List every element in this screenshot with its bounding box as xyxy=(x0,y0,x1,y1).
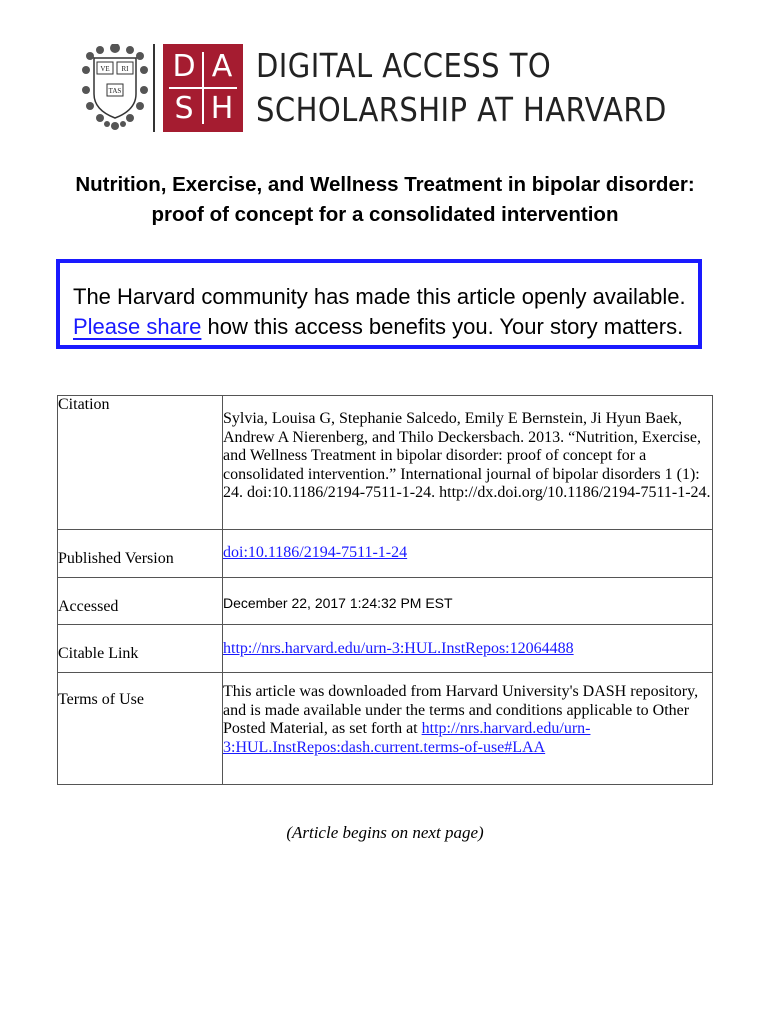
terms-of-use-value xyxy=(223,673,713,785)
citable-link[interactable]: http://nrs.harvard.edu/urn-3:HUL.InstRepos:12064488 xyxy=(223,640,574,657)
citation-value: Sylvia, Louisa G, Stephanie Salcedo, Emily E Bernstein, Ji Hyun Baek, Andrew A Nierenberg, and Thilo Deckersbach. 2013. “Nutrition, Exercise, and Wellness Treatment in bipolar disorder: proof of concept for a consolidated intervention.” International journal of bipolar disorders 1 (1): 24. doi:10.1186/2194-7511-1-24. http://dx.doi.org/10.1186/2194-7511-1-24. xyxy=(223,396,713,530)
table-row-citable-link xyxy=(58,625,713,673)
dash-letter-a: A xyxy=(211,49,233,84)
terms-of-use-text: This article was downloaded from Harvard University's DASH repository, and is made available under the terms and conditions applicable to Other Posted Material, as set forth at xyxy=(223,683,699,737)
article-begins-note: (Article begins on next page) xyxy=(286,823,484,842)
table-row-accessed xyxy=(58,578,713,625)
please-share-link[interactable]: Please share xyxy=(73,314,202,339)
share-line-2-text: how this access benefits you. Your story matters. xyxy=(201,314,684,339)
metadata-table xyxy=(57,395,713,785)
shield-text-ri: RI xyxy=(121,65,129,73)
brand-line-1: DIGITAL ACCESS TO xyxy=(256,46,552,85)
share-line-2 xyxy=(73,313,683,341)
published-version-link[interactable]: doi:10.1186/2194-7511-1-24 xyxy=(223,544,408,561)
brand-line-2: SCHOLARSHIP AT HARVARD xyxy=(256,90,667,129)
share-line-1: The Harvard community has made this article openly available. xyxy=(73,284,686,309)
accessed-label: Accessed xyxy=(58,578,223,625)
terms-of-use-label: Terms of Use xyxy=(58,673,223,785)
dash-box-horizontal-rule xyxy=(169,87,237,89)
share-callout xyxy=(56,259,702,349)
table-row-terms xyxy=(58,673,713,785)
citation-label: Citation xyxy=(58,396,223,530)
dash-letter-d: D xyxy=(172,49,196,84)
article-title xyxy=(40,170,730,230)
shield-text-tas: TAS xyxy=(108,87,122,95)
citable-link-label: Citable Link xyxy=(58,625,223,673)
shield-text-ve: VE xyxy=(100,65,110,73)
logo-divider xyxy=(153,44,155,132)
harvard-shield-icon xyxy=(80,44,150,130)
published-version-label: Published Version xyxy=(58,530,223,578)
dash-logo xyxy=(80,44,720,136)
dash-box xyxy=(163,44,243,132)
table-row-citation xyxy=(58,396,713,530)
dash-letter-s: S xyxy=(174,91,194,126)
table-row-published xyxy=(58,530,713,578)
terms-of-use-link[interactable]: http://nrs.harvard.edu/urn-3:HUL.InstRepos:dash.current.terms-of-use#LAA xyxy=(223,720,591,756)
article-title-line-1: Nutrition, Exercise, and Wellness Treatment in bipolar disorder: xyxy=(75,173,695,196)
dash-letter-h: H xyxy=(210,91,234,126)
article-title-line-2: proof of concept for a consolidated intervention xyxy=(151,203,619,226)
accessed-value: December 22, 2017 1:24:32 PM EST xyxy=(223,578,713,625)
